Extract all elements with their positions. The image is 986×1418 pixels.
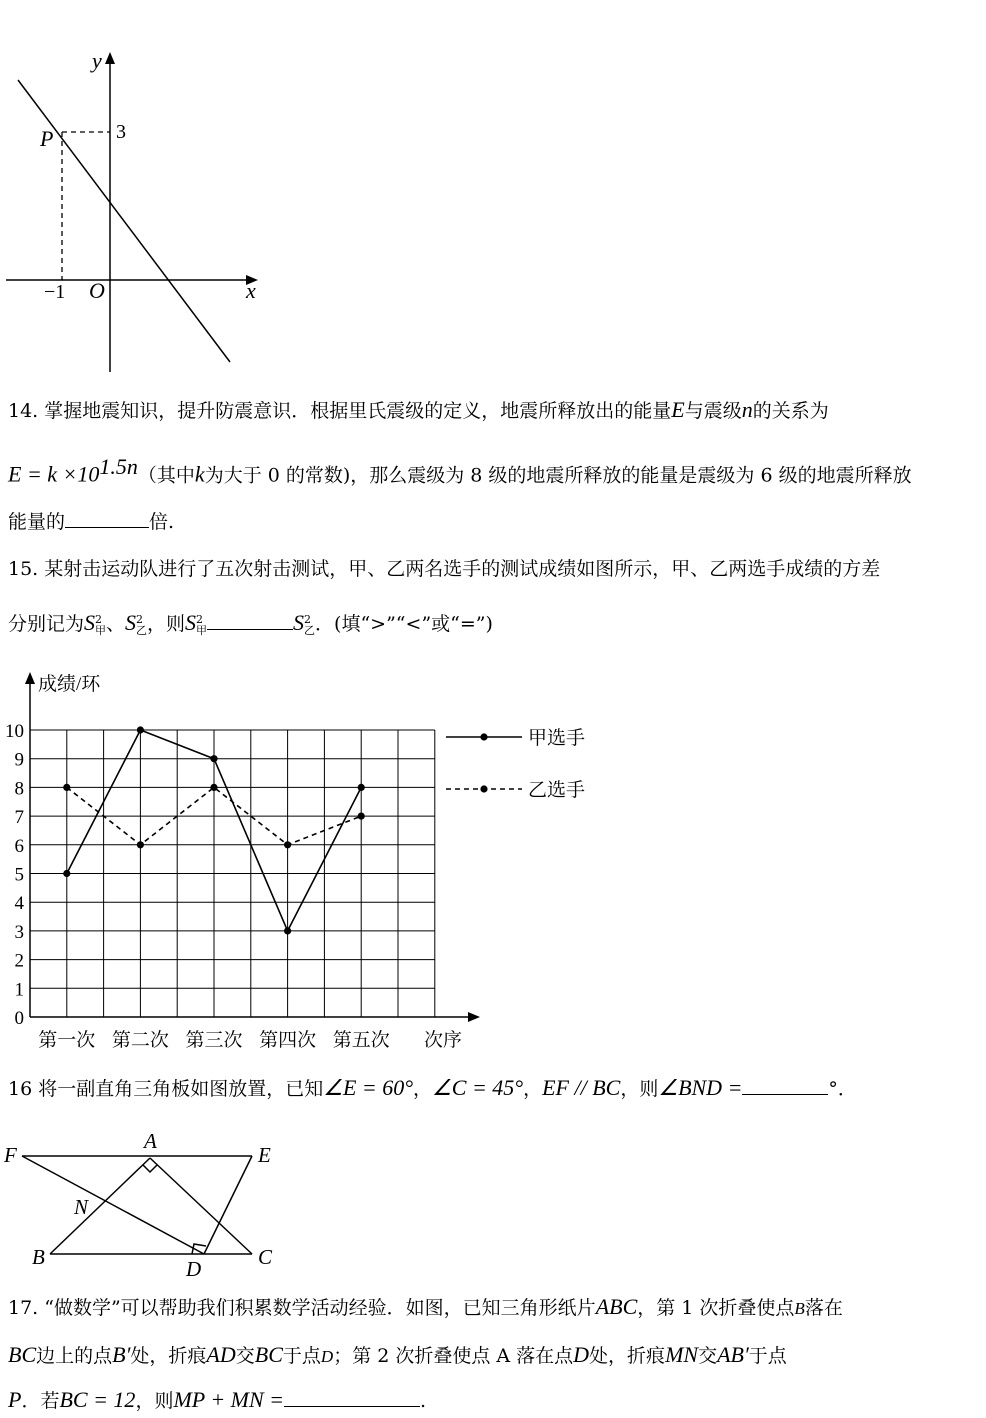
q15-answer-blank[interactable] bbox=[207, 611, 293, 630]
q17-answer-blank[interactable] bbox=[284, 1388, 420, 1407]
label-a: A bbox=[144, 1129, 157, 1153]
q17-line1: 17. “做数学”可以帮助我们积累数学活动经验．如图，已知三角形纸片ABC，第 1 次折叠使点B落在 bbox=[8, 1294, 843, 1319]
x-label: x bbox=[246, 278, 256, 303]
segment-fd bbox=[22, 1156, 204, 1254]
function-graph bbox=[0, 40, 300, 420]
x-tick-label: 第四次 bbox=[259, 1030, 317, 1051]
label-c: C bbox=[258, 1245, 273, 1269]
triangle-figure bbox=[0, 1130, 300, 1280]
y-tick-label: 0 bbox=[14, 1008, 24, 1029]
y-tick-label: 2 bbox=[14, 950, 24, 972]
score-chart bbox=[0, 660, 986, 1060]
legend-marker bbox=[480, 733, 487, 740]
y-axis-arrow bbox=[105, 52, 115, 64]
segment-ba bbox=[50, 1158, 150, 1254]
data-point bbox=[210, 784, 217, 791]
x-axis-arrow bbox=[468, 1012, 480, 1022]
x-tick-label: 第一次 bbox=[38, 1030, 96, 1051]
y-tick-label: 1 bbox=[14, 979, 24, 1001]
x-tick-label: 第二次 bbox=[111, 1030, 169, 1051]
right-angle-a bbox=[143, 1165, 157, 1172]
q16-answer-blank[interactable] bbox=[742, 1076, 828, 1095]
q14-line2: $E = k \times 10^{1.5n}$（其中k为大于 0 的常数)，那么震级为 8 级的地震所释放的能量是震级为 6 级的地震所释放 bbox=[8, 454, 912, 487]
y-tick-label: 8 bbox=[14, 778, 24, 800]
y-tick-label: 10 bbox=[5, 721, 24, 742]
data-point bbox=[63, 784, 70, 791]
y-tick-label: 7 bbox=[14, 807, 24, 829]
legend-marker bbox=[480, 785, 487, 792]
label-f: F bbox=[4, 1143, 17, 1167]
data-point bbox=[358, 784, 365, 791]
legend-label: 乙选手 bbox=[528, 780, 586, 801]
q14-answer-blank[interactable] bbox=[65, 509, 149, 528]
origin-label: O bbox=[89, 278, 105, 303]
x-tick-label: 第三次 bbox=[185, 1030, 243, 1051]
label-e: E bbox=[258, 1143, 271, 1167]
x-axis-label: 次序 bbox=[424, 1030, 463, 1051]
label-d: D bbox=[186, 1257, 202, 1281]
segment-ac bbox=[150, 1158, 252, 1254]
y-axis-label: 成绩/环 bbox=[38, 674, 101, 695]
y-tick-label: 6 bbox=[14, 835, 24, 857]
y-tick-label: 4 bbox=[14, 893, 24, 915]
y-tick-label: 9 bbox=[14, 749, 24, 771]
y-intercept-3: 3 bbox=[116, 121, 126, 143]
data-point bbox=[137, 841, 144, 848]
x-tick-neg1: −1 bbox=[44, 281, 66, 303]
data-point bbox=[210, 755, 217, 762]
data-point bbox=[137, 726, 144, 733]
label-n: N bbox=[74, 1195, 89, 1219]
point-p-label: P bbox=[40, 126, 54, 151]
q14-line1: 14. 掌握地震知识，提升防震意识．根据里氏震级的定义，地震所释放出的能量E与震级n的关系为 bbox=[8, 397, 829, 422]
label-b: B bbox=[32, 1245, 45, 1269]
energy-formula: E = k ×10 bbox=[8, 461, 100, 487]
q14-line3: 能量的 倍. bbox=[8, 511, 175, 533]
data-point bbox=[358, 813, 365, 820]
y-axis-arrow bbox=[25, 672, 35, 684]
segment-ec bbox=[204, 1156, 252, 1254]
q15-line1: 15. 某射击运动队进行了五次射击测试，甲、乙两名选手的测试成绩如图所示，甲、乙两选手成绩的方差 bbox=[8, 558, 881, 580]
data-point bbox=[284, 841, 291, 848]
data-point bbox=[63, 870, 70, 877]
y-label: y bbox=[92, 48, 102, 73]
q17-line2: BC边上的点B′处，折痕AD交BC于点D；第 2 次折叠使点 A 落在点D处，折痕MN交AB′于点 bbox=[8, 1342, 787, 1367]
q17-line3: P．若BC = 12，则MP + MN = . bbox=[8, 1387, 427, 1412]
data-point bbox=[284, 927, 291, 934]
q15-line2: 分别记为S2 甲、S2 乙，则S2 甲 S2 乙．(填“>”“<”或“=”) bbox=[8, 610, 493, 637]
y-tick-label: 5 bbox=[14, 864, 24, 886]
legend-label: 甲选手 bbox=[528, 728, 586, 749]
q16-text: 16 将一副直角三角板如图放置，已知∠E = 60°，∠C = 45°，EF // BC，则∠BND = °． bbox=[8, 1075, 857, 1100]
y-tick-label: 3 bbox=[14, 921, 24, 943]
x-tick-label: 第五次 bbox=[332, 1030, 390, 1051]
